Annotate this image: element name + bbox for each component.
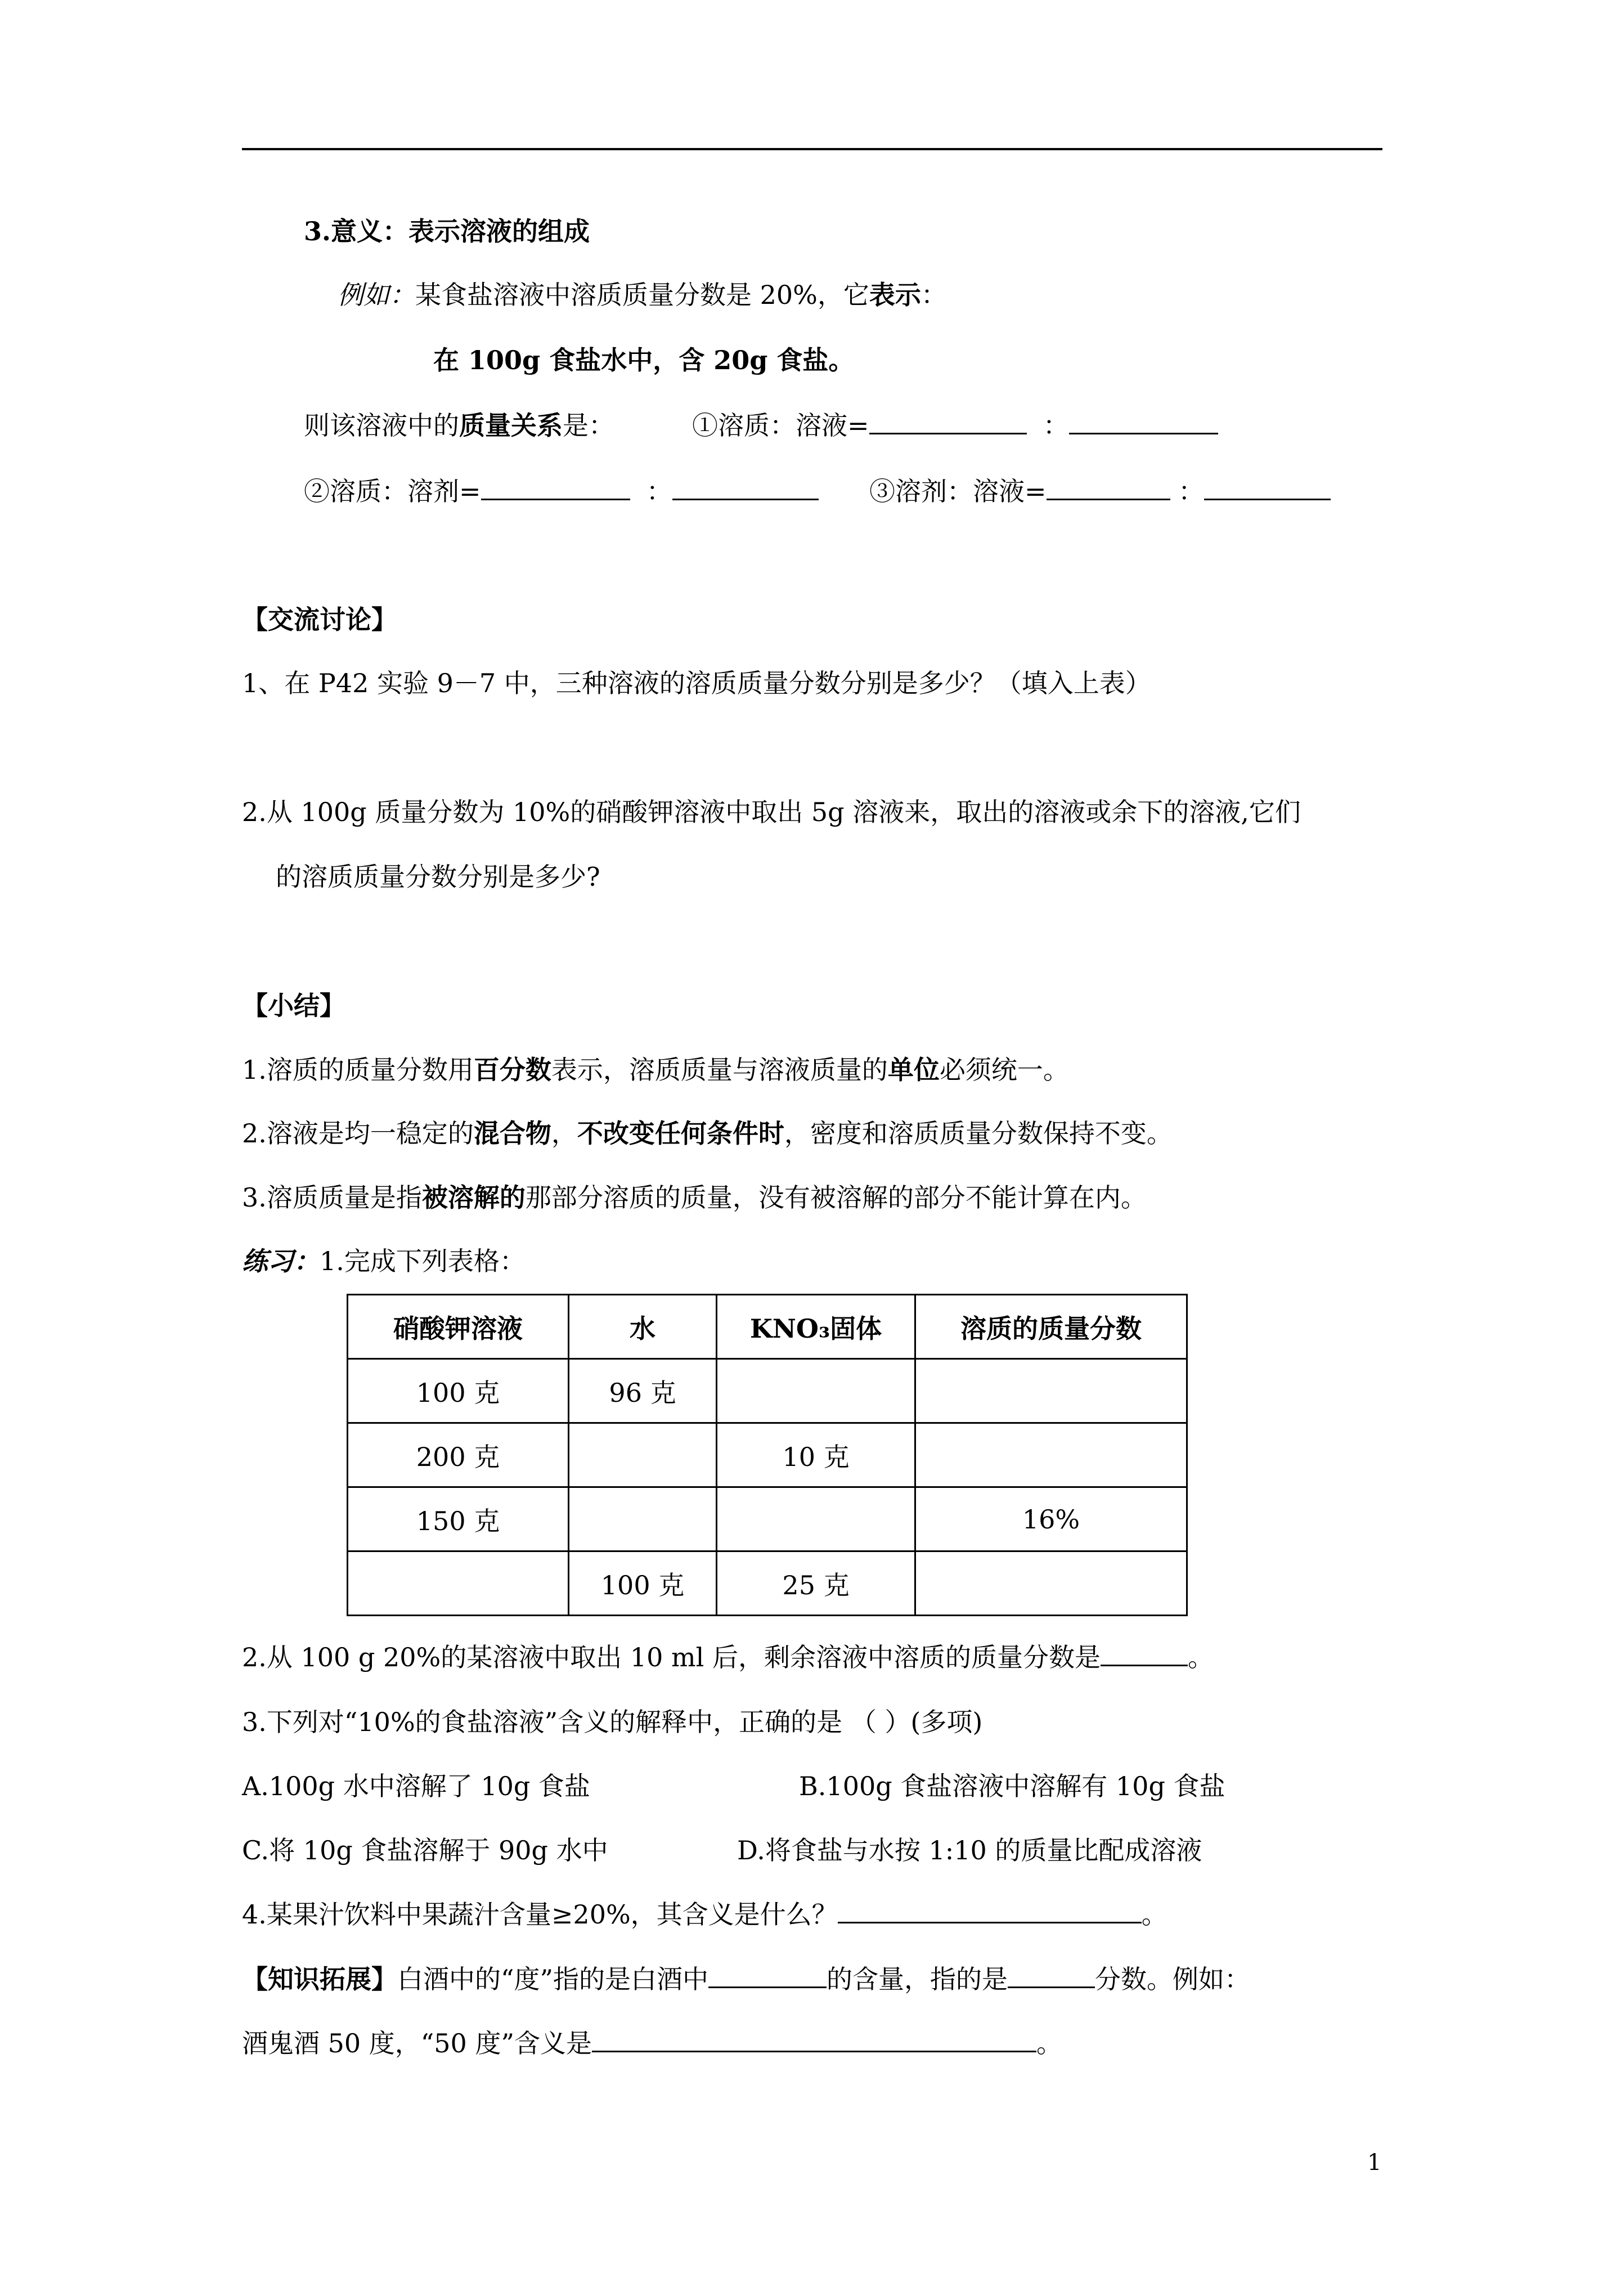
- table-cell: 96 克: [569, 1359, 717, 1423]
- table-cell-blank[interactable]: [915, 1423, 1187, 1487]
- summary-2-bold-a: 混合物: [473, 1118, 551, 1149]
- relation-3: [869, 474, 1331, 509]
- blank-relation-1a[interactable]: [869, 408, 1027, 434]
- relation-2-label: ②溶质：溶剂=: [304, 476, 481, 506]
- summary-2-bold-b: 不改变任何条件时: [577, 1118, 784, 1149]
- example-bold: 表示: [869, 280, 921, 310]
- section-3-title: 3.意义：表示溶液的组成: [304, 216, 590, 246]
- table-cell-blank[interactable]: [569, 1423, 717, 1487]
- practice-intro: [242, 1244, 526, 1279]
- blank-relation-2a[interactable]: [481, 474, 630, 500]
- summary-1-bold-b: 单位: [887, 1055, 940, 1085]
- blank-relation-1b[interactable]: [1069, 408, 1218, 434]
- table-cell: 25 克: [717, 1551, 915, 1616]
- example-prefix: 例如：: [338, 280, 415, 310]
- relation-prefix: 则该溶液中的: [304, 410, 459, 441]
- discussion-q2-line1: 2.从 100g 质量分数为 10%的硝酸钾溶液中取出 5g 溶液来，取出的溶液或余下的溶液,它们: [242, 797, 1301, 827]
- example-line: [338, 277, 947, 312]
- table-cell: 200 克: [348, 1423, 569, 1487]
- summary-1-text-b: 表示，溶质质量与溶液质量的: [551, 1055, 888, 1085]
- summary-2-text-a: 2.溶液是均一稳定的: [242, 1118, 474, 1149]
- example-meaning: 在 100g 食盐水中，含 20g 食盐。: [433, 345, 855, 375]
- blank-extension-2[interactable]: [1008, 1962, 1095, 1988]
- table-cell: 16%: [915, 1487, 1187, 1551]
- relation-line-1: [304, 408, 614, 443]
- table-header-cell: 水: [569, 1295, 717, 1359]
- table-header-cell: 硝酸钾溶液: [348, 1295, 569, 1359]
- table-cell: 100 克: [569, 1551, 717, 1616]
- table-row: [348, 1487, 1187, 1551]
- summary-3-text-b: 那部分溶质的质量，没有被溶解的部分不能计算在内。: [525, 1182, 1147, 1213]
- summary-2: [242, 1116, 1173, 1151]
- example-text: 某食盐溶液中溶质质量分数是 20%，它: [415, 280, 869, 310]
- extension-text-4: 酒鬼酒 50 度，“50 度”含义是: [242, 2028, 592, 2059]
- option-b: B.100g 食盐溶液中溶解有 10g 食盐: [799, 1771, 1225, 1801]
- practice-label: 练习：: [242, 1246, 320, 1276]
- relation-1-label: ①溶质：溶液=: [692, 410, 869, 441]
- summary-1-text-a: 1.溶质的质量分数用: [242, 1055, 474, 1085]
- relation-2: [304, 474, 819, 509]
- table-row: [348, 1551, 1187, 1616]
- practice-table: [347, 1294, 1188, 1616]
- table-row: [348, 1423, 1187, 1487]
- table-cell-blank[interactable]: [717, 1487, 915, 1551]
- blank-extension-1[interactable]: [708, 1962, 827, 1988]
- extension-line-1: [242, 1962, 1250, 1997]
- blank-practice-q4[interactable]: [838, 1897, 1142, 1923]
- practice-q4: [242, 1897, 1168, 1932]
- table-cell-blank[interactable]: [717, 1359, 915, 1423]
- relation-1: [692, 408, 1218, 443]
- summary-3-text-a: 3.溶质质量是指: [242, 1182, 422, 1213]
- table-header-row: [348, 1295, 1187, 1359]
- page-number: 1: [1367, 2150, 1382, 2176]
- option-a: A.100g 水中溶解了 10g 食盐: [242, 1771, 590, 1801]
- summary-3: [242, 1180, 1147, 1215]
- blank-relation-3a[interactable]: [1047, 474, 1170, 500]
- practice-q2-text: 2.从 100 g 20%的某溶液中取出 10 ml 后，剩余溶液中溶质的质量分数是: [242, 1642, 1101, 1672]
- relation-2-colon: ：: [646, 476, 672, 506]
- summary-1-text-c: 必须统一。: [939, 1055, 1069, 1085]
- relation-bold: 质量关系: [459, 410, 563, 441]
- option-d: D.将食盐与水按 1:10 的质量比配成溶液: [737, 1835, 1202, 1866]
- practice-q3: 3.下列对“10%的食盐溶液”含义的解释中，正确的是 （ ）(多项): [242, 1707, 983, 1737]
- practice-q2-end: 。: [1187, 1642, 1214, 1672]
- table-cell: 150 克: [348, 1487, 569, 1551]
- extension-text-2: 的含量，指的是: [827, 1964, 1008, 1994]
- relation-3-label: ③溶剂：溶液=: [869, 476, 1047, 506]
- extension-line-2: [242, 2026, 1062, 2061]
- table-row: [348, 1359, 1187, 1423]
- table-cell-blank[interactable]: [569, 1487, 717, 1551]
- summary-3-bold: 被溶解的: [421, 1182, 526, 1213]
- extension-heading: 【知识拓展】: [242, 1964, 397, 1994]
- relation-3-colon: ：: [1178, 476, 1205, 506]
- summary-1: [242, 1052, 1069, 1087]
- summary-heading: 【小结】: [242, 990, 345, 1021]
- practice-q4-end: 。: [1141, 1899, 1168, 1930]
- discussion-heading: 【交流讨论】: [242, 604, 397, 635]
- relation-1-colon: ：: [1043, 410, 1069, 441]
- blank-extension-3[interactable]: [592, 2026, 1036, 2052]
- summary-2-text-c: ，密度和溶质质量分数保持不变。: [784, 1118, 1173, 1149]
- discussion-q1: 1、在 P42 实验 9－7 中，三种溶液的溶质质量分数分别是多少？（填入上表）: [242, 668, 1151, 698]
- table-cell: 10 克: [717, 1423, 915, 1487]
- summary-1-bold-a: 百分数: [473, 1055, 551, 1085]
- extension-text-3: 分数。例如：: [1095, 1964, 1251, 1994]
- practice-q4-text: 4.某果汁饮料中果蔬汁含量≥20%，其含义是什么？: [242, 1899, 838, 1930]
- header-rule: [242, 148, 1382, 150]
- discussion-q2-line2: 的溶质质量分数分别是多少?: [276, 862, 600, 892]
- summary-2-text-b: ，: [551, 1118, 577, 1149]
- blank-relation-2b[interactable]: [672, 474, 819, 500]
- table-cell: 100 克: [348, 1359, 569, 1423]
- table-cell-blank[interactable]: [915, 1359, 1187, 1423]
- table-header-cell: KNO₃固体: [717, 1295, 915, 1359]
- table-cell-blank[interactable]: [348, 1551, 569, 1616]
- example-end: ：: [920, 280, 947, 310]
- table-header-cell: 溶质的质量分数: [915, 1295, 1187, 1359]
- extension-text-1: 白酒中的“度”指的是白酒中: [397, 1964, 709, 1994]
- relation-suffix: 是：: [563, 410, 614, 441]
- extension-text-5: 。: [1036, 2028, 1062, 2059]
- blank-practice-q2[interactable]: [1101, 1640, 1188, 1666]
- practice-q2: [242, 1640, 1214, 1675]
- practice-intro-text: 1.完成下列表格：: [320, 1246, 526, 1276]
- table-cell-blank[interactable]: [915, 1551, 1187, 1616]
- blank-relation-3b[interactable]: [1204, 474, 1331, 500]
- option-c: C.将 10g 食盐溶解于 90g 水中: [242, 1835, 608, 1866]
